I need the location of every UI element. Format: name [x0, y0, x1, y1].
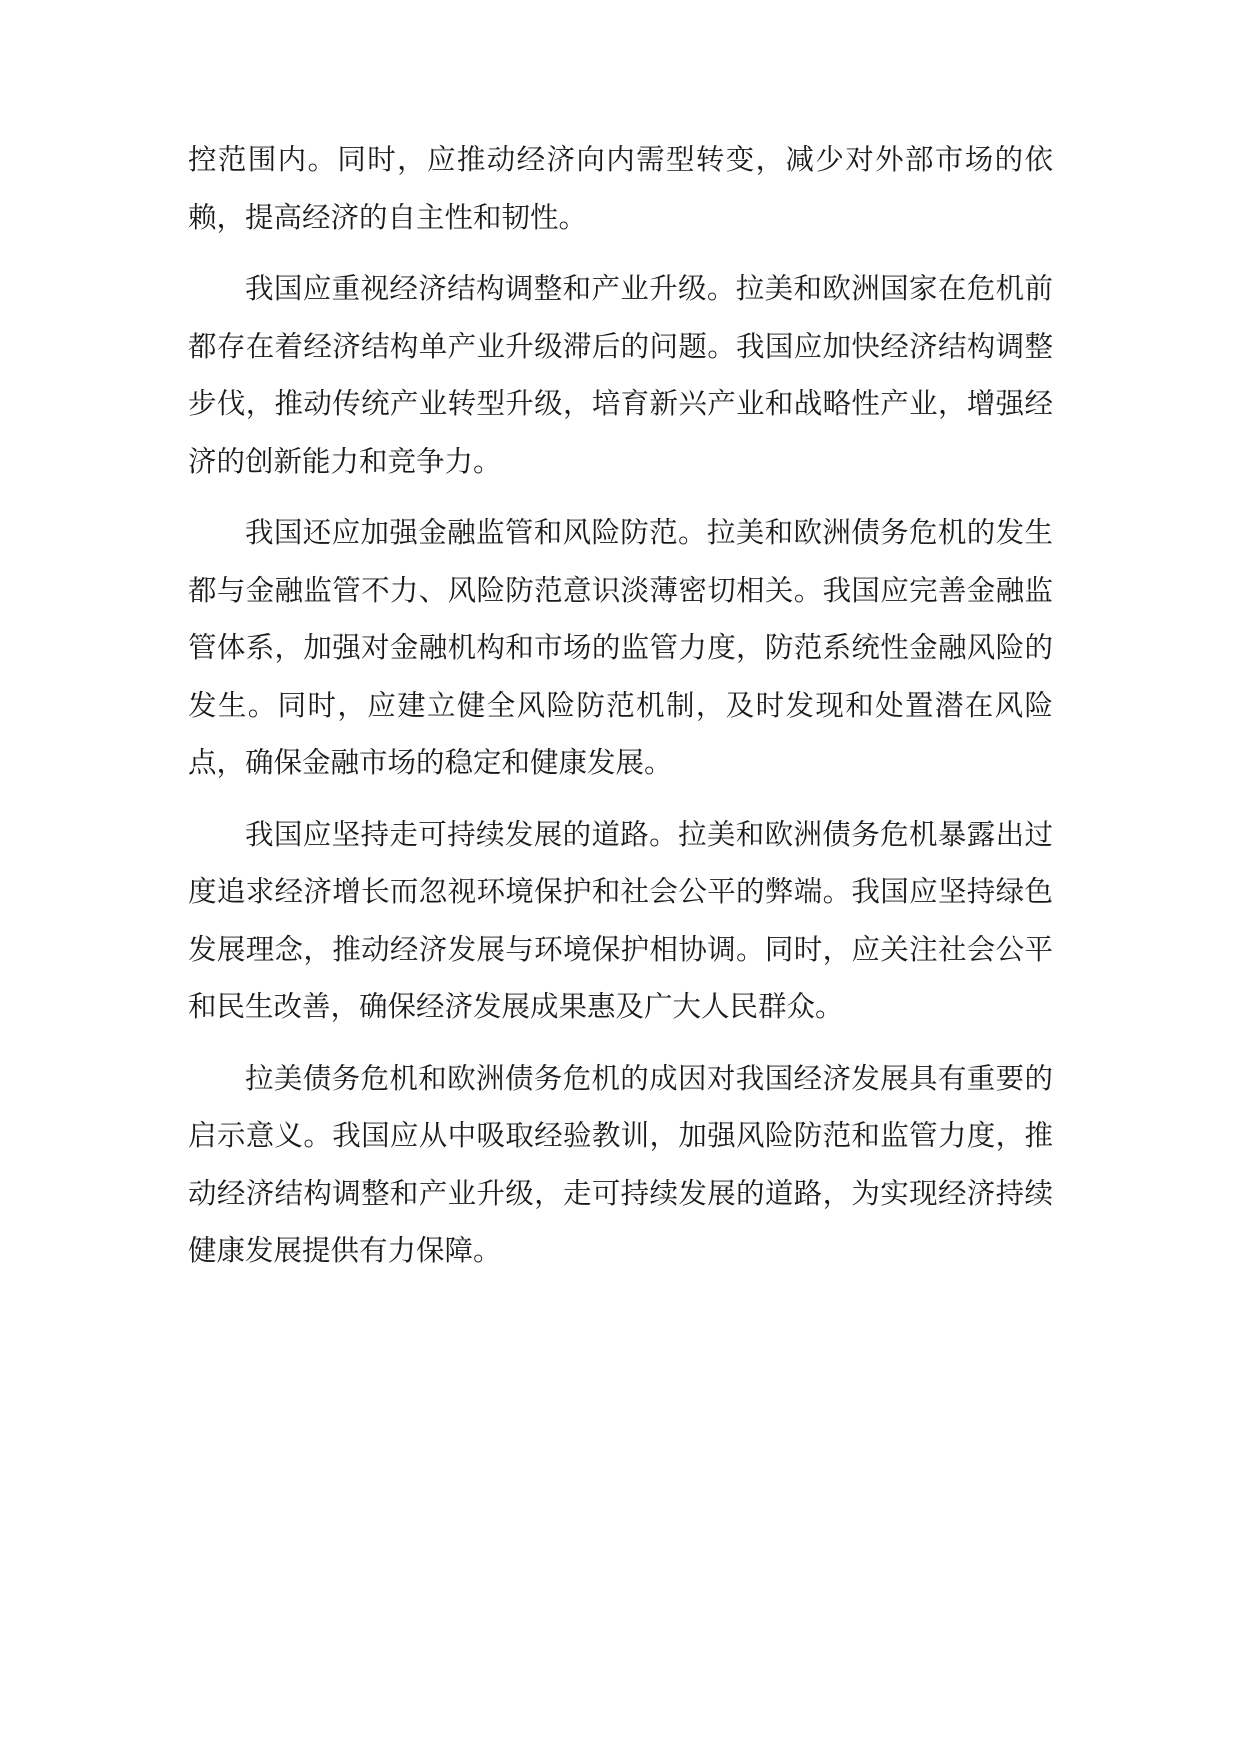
paragraph-structural-adjustment: 我国应重视经济结构调整和产业升级。拉美和欧洲国家在危机前都存在着经济结构单产业升级滞后的问题。我国应加快经济结构调整步伐，推动传统产业转型升级，培育新兴产业和战略性产业，增强经济的创新能力和竞争力。	[188, 272, 1053, 478]
paragraph-conclusion: 拉美债务危机和欧洲债务危机的成因对我国经济发展具有重要的启示意义。我国应从中吸取经验教训，加强风险防范和监管力度，推动经济结构调整和产业升级，走可持续发展的道路，为实现经济持续健康发展提供有力保障。	[188, 1061, 1053, 1267]
document-body	[188, 131, 1053, 1280]
paragraph-continuation: 控范围内。同时，应推动经济向内需型转变，减少对外部市场的依赖，提高经济的自主性和韧性。	[188, 143, 1053, 234]
paragraph-sustainable-development: 我国应坚持走可持续发展的道路。拉美和欧洲债务危机暴露出过度追求经济增长而忽视环境保护和社会公平的弊端。我国应坚持绿色发展理念，推动经济发展与环境保护相协调。同时，应关注社会公平和民生改善，确保经济发展成果惠及广大人民群众。	[188, 817, 1053, 1023]
paragraph-financial-regulation: 我国还应加强金融监管和风险防范。拉美和欧洲债务危机的发生都与金融监管不力、风险防范意识淡薄密切相关。我国应完善金融监管体系，加强对金融机构和市场的监管力度，防范系统性金融风险的发生。同时，应建立健全风险防范机制，及时发现和处置潜在风险点，确保金融市场的稳定和健康发展。	[188, 516, 1053, 779]
